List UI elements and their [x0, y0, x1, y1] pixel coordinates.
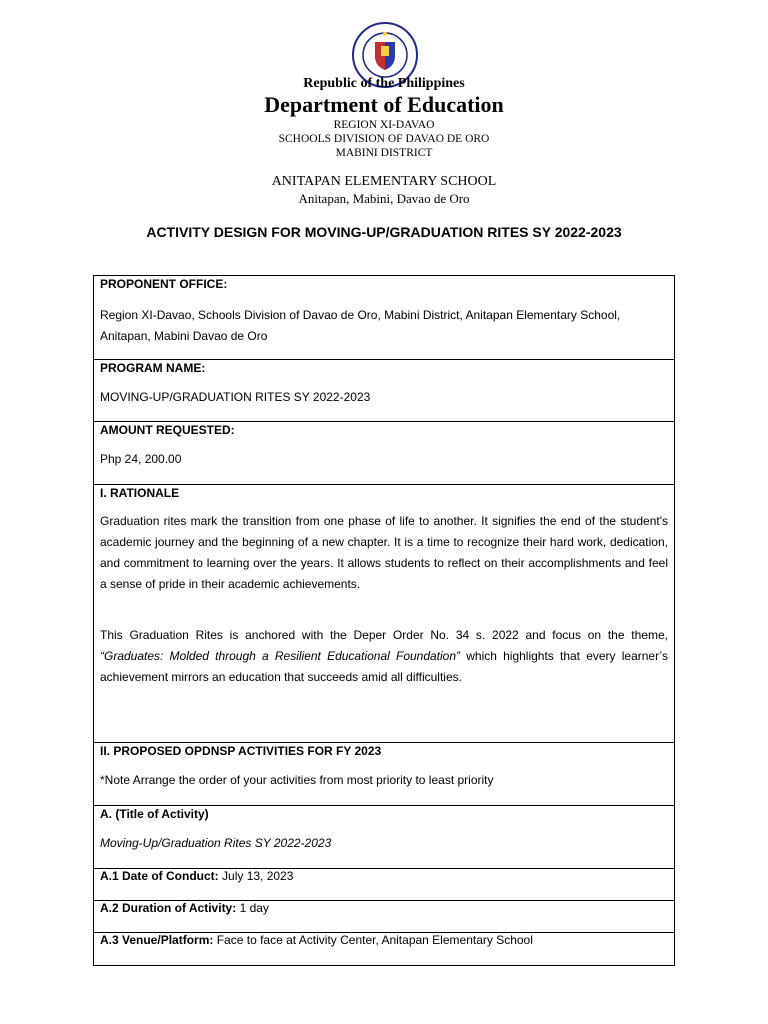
activities-note: *Note Arrange the order of your activities from most priority to least priority [100, 773, 494, 787]
school-address: Anitapan, Mabini, Davao de Oro [298, 191, 470, 206]
proponent-value: Region XI-Davao, Schools Division of Davao de Oro, Mabini District, Anitapan Elementary School, Anitapan, Mabini Davao de Oro [100, 308, 621, 343]
program-value: MOVING-UP/GRADUATION RITES SY 2022-2023 [100, 390, 371, 404]
activity-title-value: Moving-Up/Graduation Rites SY 2022-2023 [100, 836, 332, 850]
amount-label: AMOUNT REQUESTED: [100, 423, 235, 437]
district-line: MABINI DISTRICT [335, 147, 433, 159]
venue-label: A.3 Venue/Platform: [100, 933, 214, 947]
proponent-office-row [94, 276, 674, 360]
date-label: A.1 Date of Conduct: [100, 869, 219, 883]
program-label: PROGRAM NAME: [100, 361, 206, 375]
rationale-p2-rest: which highlights that every learner’s achievement mirrors an education that succeeds amid all difficulties. [100, 649, 668, 684]
rationale-label: I. RATIONALE [100, 486, 180, 500]
program-name-row [94, 360, 674, 422]
republic-line: Republic of the Philippines [303, 76, 465, 91]
date-value: July 13, 2023 [222, 869, 294, 883]
date-row [94, 869, 674, 901]
activities-label: II. PROPOSED OPDNSP ACTIVITIES FOR FY 2023 [100, 744, 382, 758]
rationale-theme: “Graduates: Molded through a Resilient Educational Foundation” [100, 649, 461, 663]
activity-title-row [94, 806, 674, 869]
duration-label: A.2 Duration of Activity: [100, 901, 237, 915]
amount-value: Php 24, 200.00 [100, 452, 182, 466]
rationale-row [94, 485, 674, 743]
venue-row [94, 933, 674, 965]
duration-row [94, 901, 674, 933]
region-line: REGION XI-DAVAO [333, 119, 435, 131]
document-title: ACTIVITY DESIGN FOR MOVING-UP/GRADUATION RITES SY 2022-2023 [146, 224, 622, 240]
activity-design-table [93, 275, 675, 966]
amount-requested-row [94, 422, 674, 485]
rationale-paragraph-1: Graduation rites mark the transition from one phase of life to another. It signifies the end of the student's academic journey and the beginning of a new chapter. It is a time to recognize their hard work, dedication, and commitment to learning over the years. It allows students to reflect on their accomplishments and feel a sense of pride in their academic achievements. [100, 514, 668, 591]
rationale-p2-intro: This Graduation Rites is anchored with the Deper Order No. 34 s. 2022 and focus on the theme, [100, 628, 668, 642]
venue-value: Face to face at Activity Center, Anitapan Elementary School [216, 933, 533, 947]
division-line: SCHOOLS DIVISION OF DAVAO DE ORO [278, 133, 490, 145]
proposed-activities-row [94, 743, 674, 806]
rationale-paragraph-2 [100, 625, 668, 688]
activity-title-label: A. (Title of Activity) [100, 807, 209, 821]
proponent-label: PROPONENT OFFICE: [100, 277, 228, 291]
duration-value: 1 day [239, 901, 269, 915]
department-name: Department of Education [264, 92, 504, 117]
school-name: ANITAPAN ELEMENTARY SCHOOL [271, 174, 497, 189]
